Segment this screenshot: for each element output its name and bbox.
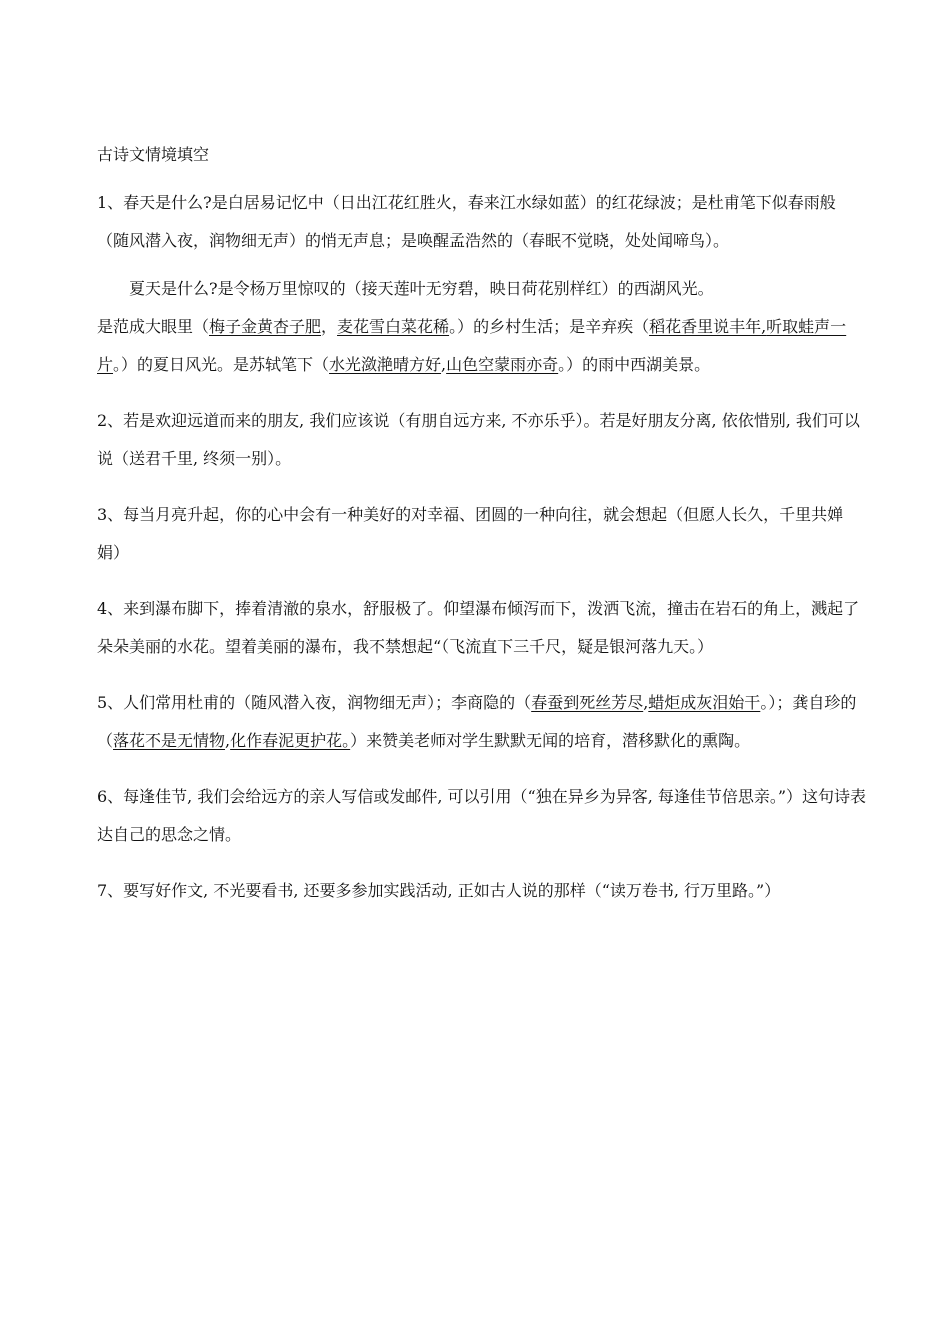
text-segment: ， — [321, 317, 338, 336]
question-1: 1、春天是什么?是白居易记忆中（日出江花红胜火，春来江水绿如蓝）的红花绿波；是杜甫笔下似春雨般（随风潜入夜，润物细无声）的悄无声息；是唤醒孟浩然的（春眠不觉晓，处处闻啼鸟）。 — [97, 193, 836, 250]
underlined-answer: 山色空蒙雨亦奇 — [446, 355, 559, 374]
question-1-summer-detail — [97, 308, 867, 384]
question-6: 6、每逢佳节, 我们会给远方的亲人写信或发邮件, 可以引用（“独在异乡为异客, 每逢佳节倍思亲。”）这句诗表达自己的思念之情。 — [97, 787, 867, 844]
question-7: 7、要写好作文, 不光要看书, 还要多参加实践活动, 正如古人说的那样（“读万卷书, 行万里路。”） — [97, 881, 781, 900]
question-3: 3、每当月亮升起，你的心中会有一种美好的对幸福、团圆的一种向往，就会想起（但愿人长久，千里共婵娟） — [97, 505, 844, 562]
underlined-answer: 水光潋滟晴方好 — [329, 355, 442, 374]
text-segment: 。）的雨中西湖美景。 — [558, 355, 711, 374]
question-4: 4、来到瀑布脚下，捧着清澈的泉水，舒服极了。仰望瀑布倾泻而下，泼洒飞流，撞击在岩石的角上，溅起了朵朵美丽的水花。望着美丽的瀑布，我不禁想起“（飞流直下三千尺，疑是银河落九天。） — [97, 599, 860, 656]
underlined-answer: 蜡炬成灰泪始干 — [648, 693, 761, 712]
question-2: 2、若是欢迎远道而来的朋友, 我们应该说（有朋自远方来, 不亦乐乎）。若是好朋友分离, 依依惜别, 我们可以说（送君千里, 终须一别）。 — [97, 411, 860, 468]
text-segment: 5、人们常用杜甫的（随风潜入夜，润物细无声）；李商隐的（ — [97, 693, 532, 712]
underlined-answer: 化作春泥更护花。 — [230, 731, 351, 750]
question-5 — [97, 684, 867, 760]
underlined-answer: 稻花香里说丰年, — [649, 317, 767, 336]
text-segment: 。）的乡村生活；是辛弃疾（ — [449, 317, 650, 336]
text-segment: , — [441, 355, 447, 374]
underlined-answer: 梅子金黄杏子肥 — [209, 317, 322, 336]
question-1-summer-intro: 夏天是什么?是令杨万里惊叹的（接天莲叶无穷碧，映日荷花别样红）的西湖风光。 — [129, 279, 714, 298]
text-segment: ）来赞美老师对学生默默无闻的培育，潜移默化的熏陶。 — [350, 731, 751, 750]
text-segment: 。）；龚自珍的（ — [97, 693, 857, 750]
text-segment: 是范成大眼里（ — [97, 317, 210, 336]
text-segment: 。）的夏日风光。是苏轼笔下（ — [113, 355, 330, 374]
underlined-answer: 听取蛙声一片 — [97, 317, 847, 374]
text-segment: , — [225, 731, 231, 750]
underlined-answer: 麦花雪白菜花稀 — [337, 317, 450, 336]
underlined-answer: 春蚕到死丝芳尽 — [531, 693, 644, 712]
underlined-answer: 落花不是无情物 — [113, 731, 226, 750]
document-body — [97, 136, 867, 928]
text-segment: , — [643, 693, 649, 712]
document-title: 古诗文情境填空 — [97, 145, 210, 164]
